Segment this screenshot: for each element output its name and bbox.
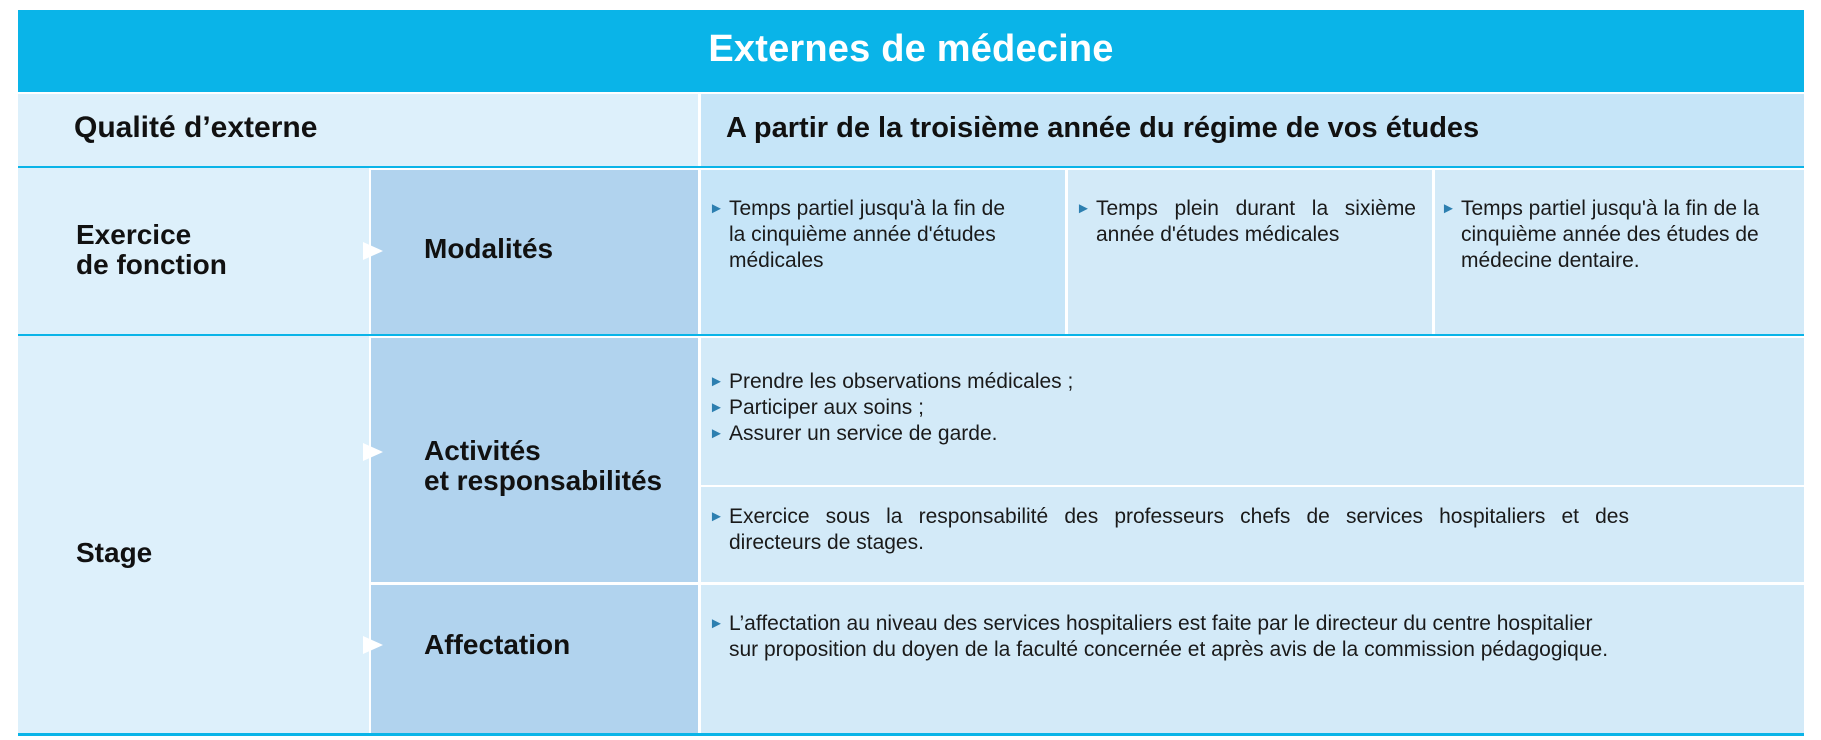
activites-list-cell: [701, 338, 1804, 485]
modalites-cell: [371, 170, 698, 334]
title-divider: [18, 88, 1804, 92]
triangle-right-icon: ►: [709, 425, 724, 442]
modalite-cell-2: [1068, 170, 1432, 334]
text-line: L’affectation au niveau des services hospitaliers est faite par le directeur du centre hospitalier: [729, 612, 1593, 635]
exercice-label-line: de fonction: [76, 249, 227, 280]
triangle-right-icon: ►: [709, 508, 724, 525]
list-item: [709, 369, 1769, 395]
list-item-text: Participer aux soins ;: [729, 396, 924, 419]
exercice-label-line: Exercice: [76, 219, 192, 250]
activites-label: [424, 436, 662, 496]
text-line: cinquième année des études de: [1461, 223, 1759, 246]
affectation-text: [709, 611, 1789, 663]
affectation-cell: [371, 585, 698, 733]
text-line: Exercice sous la responsabilité des professeurs chefs de services hospitaliers et des: [729, 505, 1629, 528]
row-arrow-icon: [363, 242, 383, 260]
text-line: médecine dentaire.: [1461, 249, 1640, 272]
triangle-right-icon: ►: [1076, 200, 1091, 217]
modalite-text-3: [1441, 196, 1796, 274]
triangle-right-icon: ►: [709, 615, 724, 632]
exercice-row-label: [76, 220, 227, 280]
exercice-row-label-cell: [18, 168, 369, 334]
modalite-text-2: [1076, 196, 1416, 248]
modalite-cell-1: [701, 170, 1065, 334]
list-item-text: Prendre les observations médicales ;: [729, 370, 1074, 393]
text-line: directeurs de stages.: [729, 531, 924, 554]
list-item: [709, 395, 1769, 421]
triangle-right-icon: ►: [709, 399, 724, 416]
activites-list: [709, 369, 1769, 447]
bottom-rule: [18, 733, 1804, 736]
responsabilite-cell: [701, 487, 1804, 582]
text-line: médicales: [729, 249, 824, 272]
table-title-bar: [18, 10, 1804, 88]
header-left-cell: [18, 94, 698, 166]
text-line: sur proposition du doyen de la faculté concernée et après avis de la commission pédagogique.: [729, 638, 1609, 661]
modalite-text-1: [709, 196, 1049, 274]
header-right-label: A partir de la troisième année du régime de vos études: [726, 112, 1480, 144]
page-title: Externes de médecine: [708, 27, 1114, 70]
modalite-cell-3: [1435, 170, 1804, 334]
text-line: Temps partiel jusqu'à la fin de la: [1461, 197, 1760, 220]
row-arrow-icon: [363, 636, 383, 654]
list-item: [709, 421, 1769, 447]
list-item-text: Assurer un service de garde.: [729, 422, 998, 445]
header-left-label: Qualité d’externe: [74, 111, 318, 144]
responsabilite-text: [709, 504, 1629, 556]
stage-row-label: Stage: [76, 537, 153, 568]
activites-label-line: et responsabilités: [424, 465, 663, 496]
text-line: Temps partiel jusqu'à la fin de: [729, 197, 1005, 220]
header-right-cell: [701, 94, 1804, 166]
triangle-right-icon: ►: [709, 200, 724, 217]
row-arrow-icon: [363, 443, 383, 461]
stage-row-label-cell: [18, 336, 369, 733]
activites-label-line: Activités: [424, 435, 541, 466]
triangle-right-icon: ►: [1441, 200, 1456, 217]
activites-cell: [371, 338, 698, 582]
affectation-label: Affectation: [424, 629, 571, 660]
text-line: la cinquième année d'études: [729, 223, 996, 246]
text-line: année d'études médicales: [1096, 223, 1340, 246]
modalites-label: Modalités: [424, 233, 554, 264]
triangle-right-icon: ►: [709, 373, 724, 390]
text-line: Temps plein durant la sixième: [1096, 197, 1416, 220]
affectation-text-cell: [701, 585, 1804, 733]
